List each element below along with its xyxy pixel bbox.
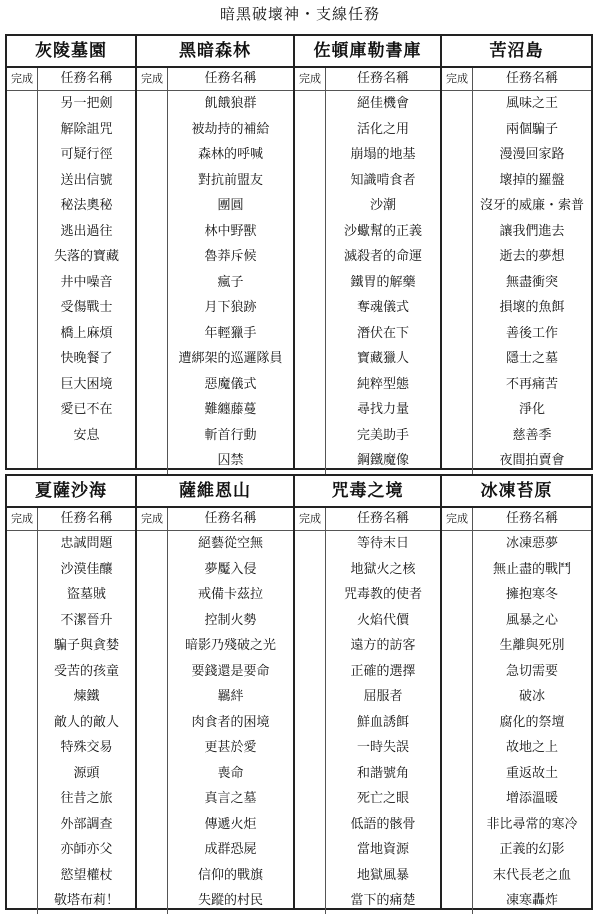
quest-item: 忠誠問題 [60,536,113,551]
region-column [440,476,591,908]
region-name: 苦沼島 [442,36,591,68]
done-checkbox-column [7,91,38,468]
quest-item: 源頭 [73,765,100,781]
quest-item: 沙潮 [369,198,396,213]
quest-item: 寶藏獵人 [356,351,409,366]
region-name: 薩維恩山 [137,476,293,508]
done-header: 完成 [7,68,38,90]
quest-item: 完美助手 [356,427,409,443]
quest-table-top [5,34,593,470]
quest-item: 羈絆 [217,689,244,704]
quest-item: 傳遞火炬 [204,816,257,832]
quest-item: 解除詛咒 [60,121,113,137]
quest-name-header: 任務名稱 [505,71,558,86]
quest-item: 慈善季 [512,427,552,443]
quest-list [168,531,293,914]
quest-item: 屈服者 [363,689,403,704]
done-checkbox-column [442,91,473,474]
quest-item: 擁抱寒冬 [505,587,558,602]
quest-item: 壞掉的羅盤 [499,172,565,188]
done-checkbox-column [137,91,168,474]
quest-item: 鋼鐵魔像 [356,453,409,468]
quest-item: 受苦的孩童 [53,663,119,679]
quest-item: 鮮血誘餌 [356,714,409,730]
quest-item: 隱士之墓 [505,351,558,366]
quest-item: 亦師亦父 [60,842,113,857]
quest-rows [295,91,440,474]
quest-item: 當地資源 [356,842,409,857]
quest-item: 斬首行動 [204,427,257,443]
quest-item: 一時失誤 [356,740,409,755]
quest-item: 鐵胃的解藥 [350,274,416,290]
quest-item: 冰凍惡夢 [505,536,558,551]
quest-item: 潛伏在下 [356,325,409,341]
quest-item: 絕佳機會 [356,96,409,111]
quest-item: 暗影乃殘破之光 [184,638,276,653]
quest-item: 井中噪音 [60,274,113,290]
quest-item: 地獄火之核 [350,561,416,577]
done-checkbox-column [442,531,473,914]
quest-item: 滅殺者的命運 [343,249,422,264]
quest-item: 另一把劍 [60,96,113,111]
region-column [135,36,293,468]
quest-item: 安息 [73,427,100,443]
quest-item: 兩個騙子 [505,121,558,137]
quest-item: 對抗前盟友 [197,172,263,188]
page-title: 暗黑破壞神・支線任務 [219,5,380,23]
quest-item: 特殊交易 [60,740,113,755]
quest-item: 愛已不在 [60,402,113,417]
quest-name-header: 任務名稱 [60,71,113,86]
region-column [135,476,293,908]
quest-item: 真言之墓 [204,791,257,806]
done-header: 完成 [7,508,38,530]
quest-item: 外部調查 [60,816,113,832]
quest-item: 煉鐵 [73,689,100,704]
quest-item: 和諧號角 [356,765,409,781]
column-header [137,68,293,91]
quest-item: 死亡之眼 [356,791,409,806]
region-name: 灰陵墓園 [7,36,135,68]
region-column [440,36,591,468]
quest-item: 當下的痛楚 [350,893,416,908]
quest-list [326,531,440,914]
quest-table-bottom [5,474,593,910]
quest-item: 遠方的訪客 [350,638,416,653]
done-header: 完成 [137,68,168,90]
quest-item: 無止盡的戰鬥 [492,561,571,577]
quest-item: 低語的骸骨 [350,816,416,832]
quest-list [473,531,591,914]
done-checkbox-column [295,91,326,474]
quest-item: 控制火勢 [204,612,257,628]
quest-item: 成群恐屍 [204,842,257,857]
region-name: 佐頓庫勒書庫 [295,36,440,68]
done-header: 完成 [295,508,326,530]
region-column [7,36,135,468]
quest-item: 敬塔布莉！ [53,893,119,908]
quest-name-header: 任務名稱 [356,511,409,526]
quest-item: 巨大困境 [60,376,113,392]
quest-item: 敵人的敵人 [53,714,119,730]
quest-item: 不再痛苦 [505,376,558,392]
quest-item: 盜墓賊 [66,587,106,602]
quest-item: 快晚餐了 [60,351,113,366]
column-header [442,508,591,531]
quest-item: 橋上麻煩 [60,325,113,341]
quest-item: 生離與死別 [499,638,565,653]
quest-item: 尋找力量 [356,402,409,417]
quest-item: 慾望權杖 [60,867,113,883]
quest-item: 被劫持的補給 [191,121,270,137]
quest-item: 崩塌的地基 [350,147,416,162]
quest-item: 喪命 [217,765,244,781]
quest-item: 更甚於愛 [204,740,257,755]
quest-name-header: 任務名稱 [505,511,558,526]
quest-item: 重返故土 [505,765,558,781]
quest-rows [7,91,135,468]
quest-item: 逃出過往 [60,223,113,239]
quest-item: 瘋子 [217,274,244,290]
done-checkbox-column [137,531,168,914]
quest-item: 破冰 [518,689,545,704]
done-header: 完成 [442,68,473,90]
region-column [293,476,440,908]
quest-item: 急切需要 [505,663,558,679]
quest-item: 純粹型態 [356,376,409,392]
quest-item: 地獄風暴 [356,867,409,883]
quest-item: 難纏藤蔓 [204,402,257,417]
quest-item: 送出信號 [60,172,113,188]
column-header [137,508,293,531]
quest-item: 奪魂儀式 [356,300,409,315]
column-header [7,508,135,531]
quest-list [168,91,293,474]
quest-item: 遭綁架的巡邏隊員 [178,351,283,366]
column-header [7,68,135,91]
quest-item: 火焰代價 [356,612,409,628]
quest-item: 末代長老之血 [492,867,571,883]
quest-item: 淨化 [518,402,545,417]
region-name: 咒毒之境 [295,476,440,508]
quest-item: 騙子與貪婪 [53,638,119,653]
quest-item: 魯莽斥候 [204,249,257,264]
quest-item: 信仰的戰旗 [197,867,263,883]
quest-item: 受傷戰士 [60,300,113,315]
quest-item: 腐化的祭壇 [499,714,565,730]
quest-item: 故地之上 [505,740,558,755]
region-name: 夏薩沙海 [7,476,135,508]
quest-name-header: 任務名稱 [60,511,113,526]
quest-item: 凍寒轟炸 [505,893,558,908]
quest-item: 絕藝從空無 [197,536,263,551]
quest-item: 正義的幻影 [499,842,565,857]
quest-item: 失蹤的村民 [197,893,263,908]
quest-item: 失落的寶藏 [53,249,119,264]
column-header [442,68,591,91]
quest-item: 戒備卡茲拉 [197,587,263,602]
quest-item: 飢餓狼群 [204,96,257,111]
quest-list [38,91,135,468]
quest-rows [442,531,591,914]
quest-item: 沙漠佳釀 [60,561,113,577]
quest-item: 要錢還是要命 [191,663,270,679]
quest-item: 肉食者的困境 [191,714,270,730]
region-name: 冰凍苔原 [442,476,591,508]
quest-item: 夜間拍賣會 [499,453,565,468]
quest-item: 咒毒教的使者 [343,587,422,602]
quest-list [38,531,135,914]
quest-item: 知識啃食者 [350,172,416,188]
quest-rows [442,91,591,474]
quest-item: 秘法奧秘 [60,198,113,213]
quest-item: 月下狼跡 [204,300,257,315]
quest-rows [295,531,440,914]
quest-item: 無盡衝突 [505,274,558,290]
done-checkbox-column [7,531,38,914]
quest-item: 不潔晉升 [60,612,113,628]
done-header: 完成 [137,508,168,530]
quest-rows [137,91,293,474]
quest-name-header: 任務名稱 [356,71,409,86]
quest-item: 漫漫回家路 [499,147,565,162]
column-header [295,68,440,91]
quest-item: 逝去的夢想 [499,249,565,264]
quest-item: 風味之王 [505,96,558,111]
quest-item: 增添溫暖 [505,791,558,806]
quest-list [326,91,440,474]
quest-item: 囚禁 [217,453,244,468]
quest-item: 年輕獵手 [204,325,257,341]
done-header: 完成 [442,508,473,530]
quest-item: 林中野獸 [204,223,257,239]
quest-name-header: 任務名稱 [204,511,257,526]
quest-item: 森林的呼喊 [197,147,263,162]
quest-item: 善後工作 [505,325,558,341]
column-header [295,508,440,531]
done-header: 完成 [295,68,326,90]
quest-rows [7,531,135,914]
quest-item: 夢魘入侵 [204,561,257,577]
quest-item: 惡魔儀式 [204,376,257,392]
quest-item: 非比尋常的寒冷 [486,816,578,832]
quest-item: 讓我們進去 [499,223,565,239]
quest-item: 可疑行徑 [60,147,113,162]
quest-item: 風暴之心 [505,612,558,628]
quest-item: 損壞的魚餌 [499,300,565,315]
quest-item: 正確的選擇 [350,663,416,679]
quest-item: 團圓 [217,198,244,213]
quest-rows [137,531,293,914]
region-name: 黑暗森林 [137,36,293,68]
quest-item: 活化之用 [356,121,409,137]
quest-list [473,91,591,474]
quest-item: 沒牙的威廉・索普 [479,198,584,213]
quest-item: 沙蠍幫的正義 [343,223,422,239]
done-checkbox-column [295,531,326,914]
quest-item: 往昔之旅 [60,791,113,806]
quest-name-header: 任務名稱 [204,71,257,86]
region-column [7,476,135,908]
quest-item: 等待末日 [356,536,409,551]
region-column [293,36,440,468]
